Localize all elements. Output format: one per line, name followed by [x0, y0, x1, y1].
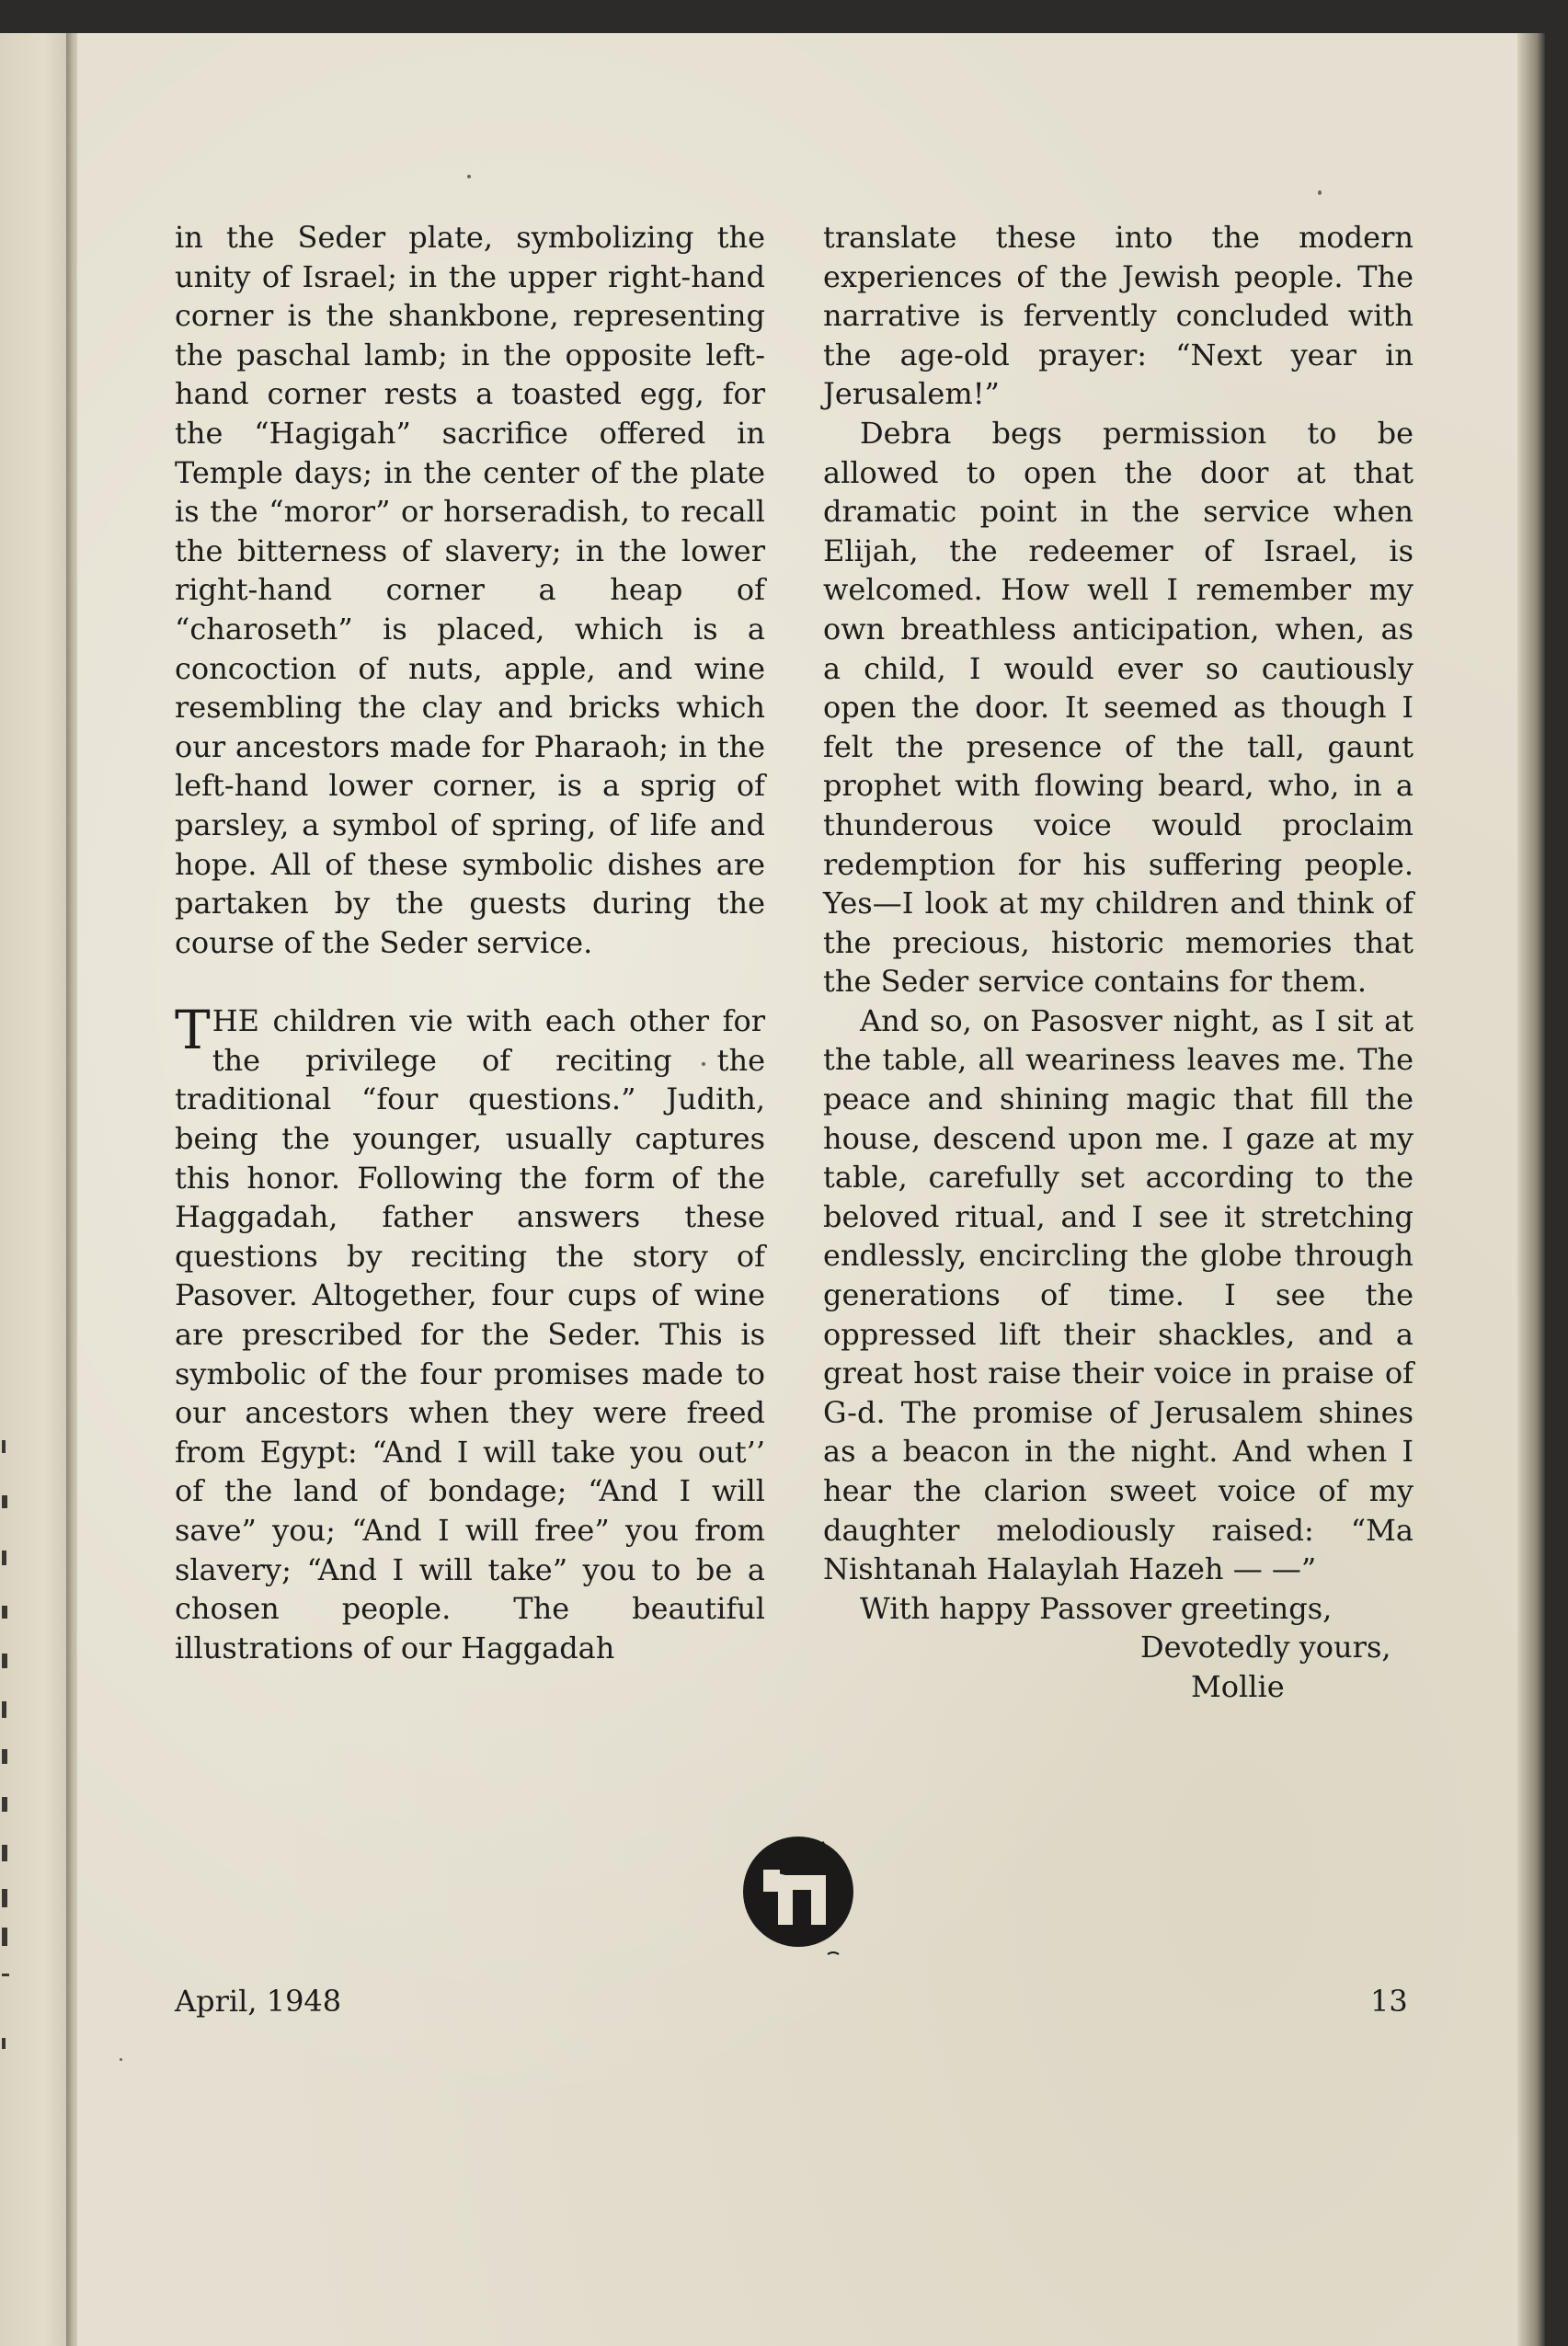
paragraph: translate these into the modern experiences of the Jewish people. The narrative is fervently concluded with the age-old prayer: “Next year in Jerusalem!” [823, 220, 1413, 412]
previous-page-edge [0, 33, 74, 2346]
paragraph-text: HE children vie with each other for the privilege of reciting the traditional “four questions.” Judith, being the younger, usually captures this honor. Following the form of the Haggadah, father answers these questions by reciting the story of Pasover. Altogether, four cups of wine are prescribed for the Seder. This is symbolic of the four promises made to our ancestors when they were freed from Egypt: “And I will take you out’’ of the land of bondage; “And I will save” you; “And I will free” you from slavery; “And I will take” you to be a chosen people. The beautiful illustrations of our Haggadah [175, 1003, 765, 1665]
previous-page-text-fragments-icon [0, 1413, 18, 2056]
signature: Mollie [1191, 1668, 1285, 1704]
paragraph: in the Seder plate, symbolizing the unity of Israel; in the upper right-hand corner is the shankbone, representing the paschal lamb; in the opposite left-hand corner rests a toasted egg, for the “Hagigah” sacrifice offered in Temple days; in the center of the plate is the “moror” or horseradish, to recall the bitterness of slavery; in the lower right-hand corner a heap of “charoseth” is placed, which is a concoction of nuts, apple, and wine resembling the clay and bricks which our ancestors made for Pharaoh; in the left-hand lower corner, is a sprig of parsley, a symbol of spring, of life and hope. All of these symbolic dishes are partaken by the guests during the course of the Seder service. [175, 220, 765, 960]
paragraph: And so, on Pasosver night, as I sit at the table, all weariness leaves me. The peace and shining magic that fill the house, descend upon me. I gaze at my table, carefully set according to the beloved ritual, and I see it stretching endlessly, encircling the globe through generations of time. I see the oppressed lift their shackles, and a great host raise their voice in praise of G-d. The promise of Jerusalem shines as a beacon in the night. And when I hear the clarion sweet voice of my daughter melodiously raised: “Ma Nishtanah Halaylah Hazeh — —” [823, 1002, 1413, 1587]
closing-valediction: Devotedly yours, [1140, 1630, 1391, 1665]
right-column [823, 218, 1413, 1707]
section-paragraph [175, 1001, 765, 1667]
footer-date: April, 1948 [175, 1984, 342, 2019]
drop-cap: T [175, 999, 211, 1062]
print-speck [1318, 190, 1322, 195]
paragraph: Debra begs permission to be allowed to open the door at that dramatic point in the service when Elijah, the redeemer of Israel, is welcomed. How well I remember my own breathless anticipation, when, as a child, I would ever so cautiously open the door. It seemed as though I felt the presence of the tall, gaunt prophet with flowing beard, who, in a thunderous voice would proclaim redemption for his suffering people. Yes—I look at my children and think of the precious, historic memories that the Seder service contains for them. [823, 415, 1413, 1000]
page-edge-shadow [1517, 33, 1545, 2346]
closing-greeting: With happy Passover greetings, [860, 1590, 1333, 1626]
print-speck [120, 2058, 122, 2061]
print-speck [467, 175, 471, 178]
page-number: 13 [1370, 1984, 1408, 2019]
publication-emblem-icon [727, 1816, 874, 1963]
left-column [175, 218, 765, 1667]
